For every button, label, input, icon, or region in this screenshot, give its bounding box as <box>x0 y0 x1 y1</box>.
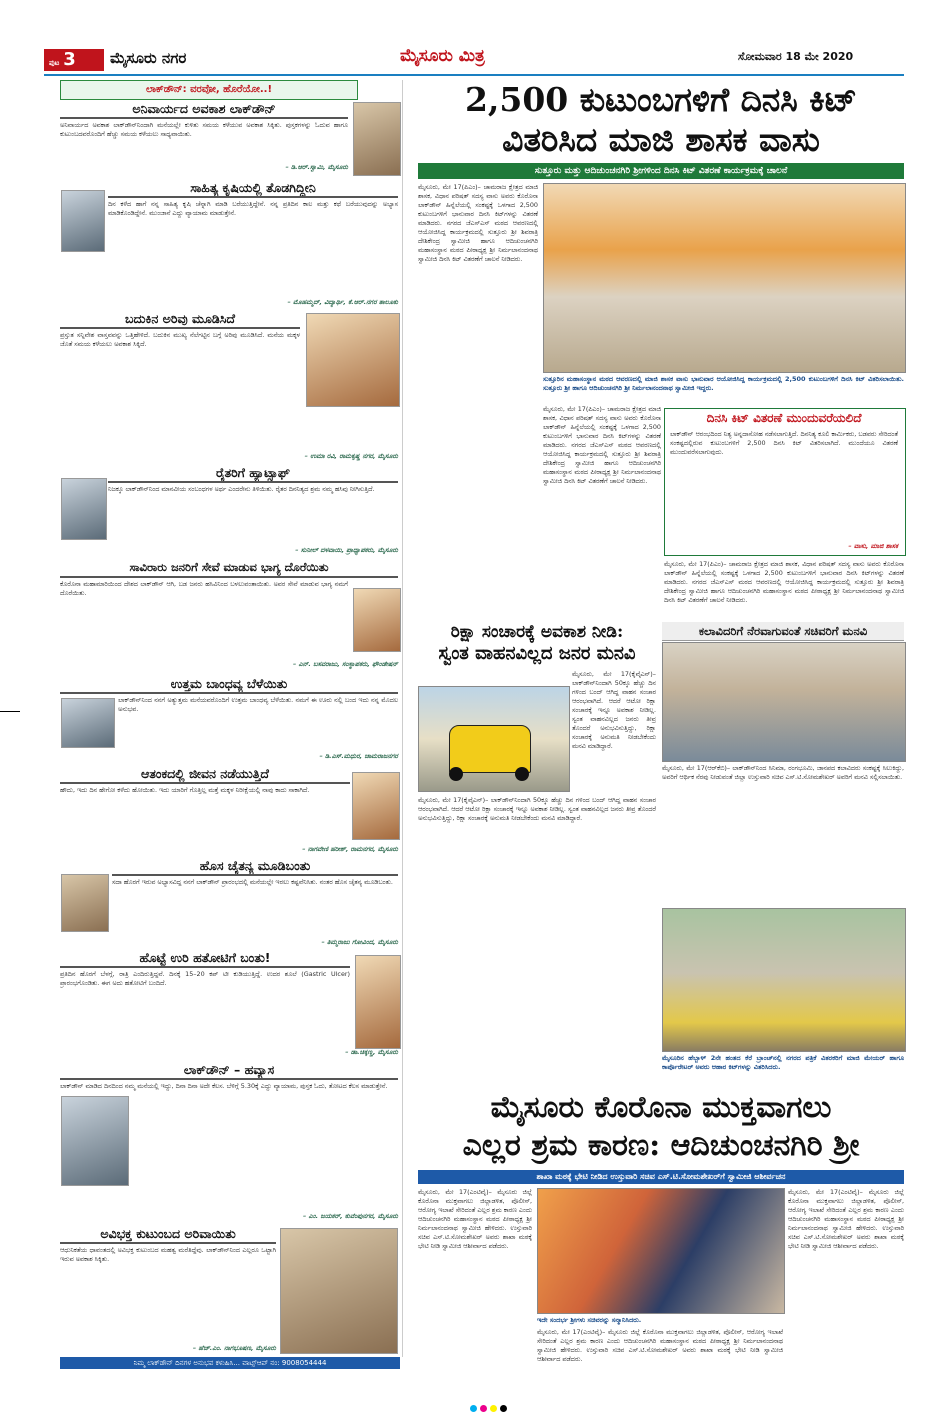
item-body: ಕೊರೊನಾ ಮಹಾಮಾರಿಯಿಂದ ದೇಶದ ಲಾಕ್‌ಡೌನ್ ಆಗಿ, ಬಡ ಜನರು ಹಸಿವಿನಿಂದ ಬಳಲುವಂತಾಯಿತು. ಅವರ ಸೇವೆ ಮಾಡುವ ಭಾಗ್ಯ ನಮಗೆ ದೊರೆಯಿತು. <box>60 580 348 597</box>
item-body: ಪ್ರತಿದಿನ ಹೊರಗೆ ಬೆಳಗ್ಗೆ, ರಾತ್ರಿ ಎಂದಿರುತ್ತಿದ್ದವೆ. ದಿನಕ್ಕೆ 15–20 ಕಪ್ ಟೀ ಕುಡಿಯುತ್ತಿದ್ದೆ. ಉದರ ಶೂಲೆ (Gastric Ulcer) ಪ್ರಾರಂಭಗೊಂಡಿತು. ಈಗ ಅದು ಹತೋಟಿಗೆ ಬಂದಿದೆ. <box>60 970 350 987</box>
title-rule <box>108 481 398 483</box>
masthead-logo: ಮೈಸೂರು ಮಿತ್ರ <box>400 46 485 66</box>
item-byline: – ಹೆಚ್.ಎಂ. ನಾಗಭೂಷಣ, ಮೈಸೂರು <box>192 1344 276 1352</box>
title-rule <box>60 782 350 784</box>
side-box-byline: – ವಾಸು, ಮಾಜಿ ಶಾಸಕ <box>848 542 898 550</box>
main-story-body-col2: ಮೈಸೂರು, ಮೇ 17(ಪಿಎಂ)– ಚಾಮರಾಜ ಕ್ಷೇತ್ರದ ಮಾಜಿ ಶಾಸಕ, ವಿಧಾನ ಪರಿಷತ್ ಸದಸ್ಯ ವಾಸು ಅವರು ಕೊರೊನಾ ಲಾಕ್‌ಡೌನ್ ಹಿನ್ನೆಲೆಯಲ್ಲಿ ಸಂಕಷ್ಟಕ್ಕೆ ಒಳಗಾದ 2,500 ಕುಟುಂಬಗಳಿಗೆ ಭಾನುವಾರ ದಿನಸಿ ಕಿಟ್‌ಗಳನ್ನು ವಿತರಣೆ ಮಾಡಿದರು. ನಗರದ ಜೆಎಸ್‌ಎಸ್ ಮಠದ ಆವರಣದಲ್ಲಿ ಆಯೋಜಿಸಿದ್ದ ಕಾರ್ಯಕ್ರಮದಲ್ಲಿ ಸುತ್ತೂರು ಶ್ರೀ ಶಿವರಾತ್ರಿ ದೇಶಿಕೇಂದ್ರ ಸ್ವಾಮೀಜಿ ಹಾಗೂ ಆದಿಚುಂಚನಗಿರಿ ಮಹಾಸಂಸ್ಥಾನ ಮಠದ ಪೀಠಾಧ್ಯಕ್ಷ ಶ್ರೀ ನಿರ್ಮಲಾನಂದನಾಥ ಸ್ವಾಮೀಜಿ ದಿನಸಿ ಕಿಟ್ ವಿತರಣೆಗೆ ಚಾಲನೆ ನೀಡಿದರು. <box>543 405 661 485</box>
item-body: ಸದಾ ಹೊರಗೆ ಇರುವ ಅಭ್ಯಾಸವಿದ್ದ ನನಗೆ ಲಾಕ್‌ಡೌನ್ ಪ್ರಾರಂಭದಲ್ಲಿ ಮನೆಯಲ್ಲೇ ಇರಲು ಕಷ್ಟವೆನಿಸಿತು. ನಂತರ ಹೊಸ ಚೈತನ್ಯ ಮೂಡಿಬಂತು. <box>112 878 393 886</box>
item-byline: – ಡಿ.ಎಸ್.ಮಧುರ, ಚಾಮರಾಜನಗರ <box>319 752 398 760</box>
bottom-headline-1: ಮೈಸೂರು ಕೊರೊನಾ ಮುಕ್ತವಾಗಲು <box>490 1090 832 1125</box>
item-body: ನಿಜಕ್ಕೂ ಲಾಕ್‌ಡೌನ್‌ನಿಂದ ಮಾನವೀಯ ಸಂಬಂಧಗಳ ಅರ್ಥ ಎಂದರೇನು ತಿಳಿಯಿತು. ರೈತರ ದಿನನಿತ್ಯದ ಶ್ರಮ ನಮ್ಮ ಹಸಿವು ನೀಗಿಸುತ್ತಿದೆ. <box>108 485 375 493</box>
title-rule <box>60 1078 398 1080</box>
side-box-body: ಲಾಕ್‌ಡೌನ್ ಆರಂಭದಿಂದ ನಿತ್ಯ ಅನ್ನದಾಸೋಹ ನಡೆಸಲಾಗುತ್ತಿದೆ. ದಿನನಿತ್ಯ ಕೂಲಿ ಕಾರ್ಮಿಕರು, ಬಡವರು ಸೇರಿದಂತೆ ಸಂಕಷ್ಟದಲ್ಲಿರುವ ಕುಟುಂಬಗಳಿಗೆ 2,500 ದಿನಸಿ ಕಿಟ್ ವಿತರಿಸಲಾಗಿದೆ. ಮುಂದೆಯೂ ವಿತರಣೆ ಮುಂದುವರೆಸಲಾಗುವುದು. <box>670 430 898 456</box>
wheel-icon <box>449 767 463 781</box>
item-title: ಅನಿವಾರ್ಯದ ಅವಕಾಶ ಲಾಕ್‌ಡೌನ್ <box>132 101 276 116</box>
person-photo <box>353 102 401 176</box>
item-byline: – ಮೊಹಮ್ಮದ್, ವಿದ್ಯಾರ್ಥಿ, ಕೆ.ಆರ್.ನಗರ ತಾಲೂಕು <box>287 298 398 306</box>
item-byline: – ತಿಮ್ಮರಾಜು ಗೋವಿಂದ, ಮೈಸೂರು <box>321 938 398 946</box>
person-photo <box>352 772 400 840</box>
bottom-body-col1: ಮೈಸೂರು, ಮೇ 17(ಎಂಟಿವೈ)– ಮೈಸೂರು ಜಿಲ್ಲೆ ಕೊರೊನಾ ಮುಕ್ತವಾಗಲು ಜಿಲ್ಲಾಡಳಿತ, ಪೊಲೀಸ್, ಆರೋಗ್ಯ ಇಲಾಖೆ ಸೇರಿದಂತೆ ಎಲ್ಲರ ಶ್ರಮ ಕಾರಣ ಎಂದು ಆದಿಚುಂಚನಗಿರಿ ಮಹಾಸಂಸ್ಥಾನ ಮಠದ ಪೀಠಾಧ್ಯಕ್ಷ ಶ್ರೀ ನಿರ್ಮಲಾನಂದನಾಥ ಸ್ವಾಮೀಜಿ ಹೇಳಿದರು. ಉಸ್ತುವಾರಿ ಸಚಿವ ಎಸ್.ಟಿ.ಸೋಮಶೇಖರ್ ಅವರು ಶಾಖಾ ಮಠಕ್ಕೆ ಭೇಟಿ ನೀಡಿ ಸ್ವಾಮೀಜಿ ಆಶೀರ್ವಾದ ಪಡೆದರು. <box>418 1188 532 1250</box>
item-title: ರೈತರಿಗೆ ಹ್ಯಾಟ್ಸಾಫ್ <box>216 465 290 480</box>
item-title: ಲಾಕ್‌ಡೌನ್ – ಹವ್ಯಾಸ <box>183 1062 275 1077</box>
person-photo <box>355 955 401 1049</box>
main-subhead: ಸುತ್ತೂರು ಮತ್ತು ಆದಿಚುಂಚನಗಿರಿ ಶ್ರೀಗಳಿಂದ ದಿನಸಿ ಕಿಟ್ ವಿತರಣೆ ಕಾರ್ಯಕ್ರಮಕ್ಕೆ ಚಾಲನೆ <box>418 163 904 179</box>
item-title: ಸಾವಿರಾರು ಜನರಿಗೆ ಸೇವೆ ಮಾಡುವ ಭಾಗ್ಯ ದೊರೆಯಿತು <box>129 560 329 574</box>
left-banner: ಲಾಕ್‌ಡೌನ್: ವರವೋ, ಹೊರೆಯೋ..! <box>60 80 358 100</box>
vendors-photo-caption: ಮೈಸೂರಿನ ಹೆಬ್ಬಾಳ್ 2ನೇ ಹಂತದ ಕೆರೆ ಬ್ರಾಂಚ್‌ನಲ್ಲಿ ನಗರದ ಪತ್ರಿಕೆ ವಿತರಕರಿಗೆ ಮಾಜಿ ಮೇಯರ್ ಹಾಗೂ ಕಾರ್ಪೊರೇಟರ್ ಅವರು ಆಹಾರ ಕಿಟ್‌ಗಳನ್ನು ವಿತರಿಸಿದರು. <box>662 1054 904 1071</box>
item-title: ಬದುಕಿನ ಅರಿವು ಮೂಡಿಸಿದೆ <box>125 311 235 326</box>
page-number: 3 <box>63 49 76 70</box>
person-photo <box>61 698 115 748</box>
item-byline: – ಡಾ.ಚಿಕ್ಕಣ್ಣ, ಮೈಸೂರು <box>345 1048 398 1056</box>
item-byline: – ಡಿ.ಆರ್.ಸ್ವಾಮಿ, ಮೈಸೂರು <box>285 163 348 171</box>
item-body: ಪ್ರಸ್ತುತ ಸನ್ನಿವೇಶ ವಾಸ್ತವವನ್ನು ಒತ್ತಿಹೇಳಿದೆ. ಬದುಕಿನ ಮುಖ್ಯ ನೆಲೆಗಟ್ಟಿನ ಬಗ್ಗೆ ಅರಿವು ಮೂಡಿಸಿದೆ. ಮನೆಯ ಮಕ್ಕಳ ಜೊತೆ ಸಮಯ ಕಳೆಯಲು ಅವಕಾಶ ಸಿಕ್ಕಿದೆ. <box>60 331 300 348</box>
story3-body: ಮೈಸೂರು, ಮೇ 17(ಆರ್‌ಕೆಬಿ)– ಲಾಕ್‌ಡೌನ್‌ನಿಂದ ಸಿನಿಮಾ, ರಂಗಭೂಮಿ, ಜಾನಪದ ಕಲಾವಿದರು ಸಂಕಷ್ಟಕ್ಕೆ ಸಿಲುಕಿದ್ದು, ಅವರಿಗೆ ಆರ್ಥಿಕ ನೆರವು ನೀಡುವಂತೆ ಜಿಲ್ಲಾ ಉಸ್ತುವಾರಿ ಸಚಿವ ಎಸ್.ಟಿ.ಸೋಮಶೇಖರ್ ಅವರಿಗೆ ಮನವಿ ಸಲ್ಲಿಸಲಾಯಿತು. <box>662 764 904 781</box>
story2-headline-1: ರಿಕ್ಷಾ ಸಂಚಾರಕ್ಕೆ ಅವಕಾಶ ನೀಡಿ: <box>450 622 624 642</box>
main-photo-caption: ಸುತ್ತೂರಿನ ಮಹಾಸಂಸ್ಥಾನ ಮಠದ ಆವರಣದಲ್ಲಿ ಮಾಜಿ ಶಾಸಕ ವಾಸು ಭಾನುವಾರ ಆಯೋಜಿಸಿದ್ದ ಕಾರ್ಯಕ್ರಮದಲ್ಲಿ 2,500 ಕುಟುಂಬಗಳಿಗೆ ದಿನಸಿ ಕಿಟ್ ವಿತರಿಸಲಾಯಿತು. ಸುತ್ತೂರು ಶ್ರೀ ಹಾಗೂ ಆದಿಚುಂಚನಗಿರಿ ಶ್ರೀ ನಿರ್ಮಲಾನಂದನಾಥ ಸ್ವಾಮೀಜಿ ಇದ್ದರು. <box>543 375 904 392</box>
story2-body-b: ಮೈಸೂರು, ಮೇ 17(ಕೈವೈಎನ್)– ಲಾಕ್‌ಡೌನ್‌ನಿಂದಾಗಿ 50ಕ್ಕೂ ಹೆಚ್ಚು ದಿನ ಗಳಿಂದ ಬಂದ್ ಆಗಿದ್ದ ವಾಹನ ಸಂಚಾರ ಆರಂಭವಾಗಿದೆ. ಆದರೆ ಆಟೋ ರಿಕ್ಷಾ ಸಂಚಾರಕ್ಕೆ ಇನ್ನೂ ಅವಕಾಶ ನೀಡಿಲ್ಲ. ಸ್ವಂತ ವಾಹನವಿಲ್ಲದ ಜನರು ತೀವ್ರ ತೊಂದರೆ ಅನುಭವಿಸುತ್ತಿದ್ದು, ರಿಕ್ಷಾ ಸಂಚಾರಕ್ಕೆ ಅನುಮತಿ ನೀಡಬೇಕೆಂದು ಮನವಿ ಮಾಡಿದ್ದಾರೆ. <box>418 796 656 822</box>
person-photo <box>280 1228 398 1354</box>
bottom-body-col3: ಮೈಸೂರು, ಮೇ 17(ಎಂಟಿವೈ)– ಮೈಸೂರು ಜಿಲ್ಲೆ ಕೊರೊನಾ ಮುಕ್ತವಾಗಲು ಜಿಲ್ಲಾಡಳಿತ, ಪೊಲೀಸ್, ಆರೋಗ್ಯ ಇಲಾಖೆ ಸೇರಿದಂತೆ ಎಲ್ಲರ ಶ್ರಮ ಕಾರಣ ಎಂದು ಆದಿಚುಂಚನಗಿರಿ ಮಹಾಸಂಸ್ಥಾನ ಮಠದ ಪೀಠಾಧ್ಯಕ್ಷ ಶ್ರೀ ನಿರ್ಮಲಾನಂದನಾಥ ಸ್ವಾಮೀಜಿ ಹೇಳಿದರು. ಉಸ್ತುವಾರಿ ಸಚಿವ ಎಸ್.ಟಿ.ಸೋಮಶೇಖರ್ ಅವರು ಶಾಖಾ ಮಠಕ್ಕೆ ಭೇಟಿ ನೀಡಿ ಸ್ವಾಮೀಜಿ ಆಶೀರ್ವಾದ ಪಡೆದರು. <box>788 1188 904 1250</box>
item-byline: – ನಾಗವೇಣಿ ಹರೀಶ್, ರಾಮನಗರ, ಮೈಸೂರು <box>302 845 398 853</box>
title-rule <box>60 1242 276 1244</box>
title-rule <box>112 874 398 876</box>
bottom-photo <box>537 1188 785 1314</box>
title-rule <box>60 576 398 578</box>
item-title: ಆತಂಕದಲ್ಲಿ ಜೀವನ ನಡೆಯುತ್ತಿದೆ <box>141 766 269 781</box>
person-photo <box>61 1096 129 1186</box>
title-rule <box>60 117 348 119</box>
item-title: ಉತ್ತಮ ಬಾಂಧವ್ಯ ಬೆಳೆಯಿತು <box>170 676 288 691</box>
bottom-body-col2: ಮೈಸೂರು, ಮೇ 17(ಎಂಟಿವೈ)– ಮೈಸೂರು ಜಿಲ್ಲೆ ಕೊರೊನಾ ಮುಕ್ತವಾಗಲು ಜಿಲ್ಲಾಡಳಿತ, ಪೊಲೀಸ್, ಆರೋಗ್ಯ ಇಲಾಖೆ ಸೇರಿದಂತೆ ಎಲ್ಲರ ಶ್ರಮ ಕಾರಣ ಎಂದು ಆದಿಚುಂಚನಗಿರಿ ಮಹಾಸಂಸ್ಥಾನ ಮಠದ ಪೀಠಾಧ್ಯಕ್ಷ ಶ್ರೀ ನಿರ್ಮಲಾನಂದನಾಥ ಸ್ವಾಮೀಜಿ ಹೇಳಿದರು. ಉಸ್ತುವಾರಿ ಸಚಿವ ಎಸ್.ಟಿ.ಸೋಮಶೇಖರ್ ಅವರು ಶಾಖಾ ಮಠಕ್ಕೆ ಭೇಟಿ ನೀಡಿ ಸ್ವಾಮೀಜಿ ಆಶೀರ್ವಾದ ಪಡೆದರು. <box>537 1328 783 1363</box>
item-title: ಹೊಟ್ಟೆ ಉರಿ ಹತೋಟಿಗೆ ಬಂತು! <box>139 950 271 965</box>
person-photo <box>353 588 401 652</box>
title-rule <box>60 692 398 694</box>
crop-mark <box>0 711 20 712</box>
issue-date: ಸೋಮವಾರ 18 ಮೇ 2020 <box>738 50 854 63</box>
page-label: ಪುಟ <box>49 59 60 67</box>
rickshaw-icon <box>449 725 531 773</box>
bottom-photo-caption: ಇದೇ ಸಂದರ್ಭ ಶ್ರೀಗಳು ಸಚಿವರನ್ನು ಸನ್ಮಾನಿಸಿದರು. <box>537 1316 642 1324</box>
item-byline: – ಉಮಾ ರವಿ, ರಾಮಕೃಷ್ಣ ನಗರ, ಮೈಸೂರು <box>304 452 398 460</box>
person-photo <box>61 478 107 540</box>
side-box-title: ದಿನಸಿ ಕಿಟ್ ವಿತರಣೆ ಮುಂದುವರೆಯಲಿದೆ <box>706 411 862 425</box>
artists-photo <box>662 642 906 762</box>
main-story-body-col3: ಮೈಸೂರು, ಮೇ 17(ಪಿಎಂ)– ಚಾಮರಾಜ ಕ್ಷೇತ್ರದ ಮಾಜಿ ಶಾಸಕ, ವಿಧಾನ ಪರಿಷತ್ ಸದಸ್ಯ ವಾಸು ಅವರು ಕೊರೊನಾ ಲಾಕ್‌ಡೌನ್ ಹಿನ್ನೆಲೆಯಲ್ಲಿ ಸಂಕಷ್ಟಕ್ಕೆ ಒಳಗಾದ 2,500 ಕುಟುಂಬಗಳಿಗೆ ಭಾನುವಾರ ದಿನಸಿ ಕಿಟ್‌ಗಳನ್ನು ವಿತರಣೆ ಮಾಡಿದರು. ನಗರದ ಜೆಎಸ್‌ಎಸ್ ಮಠದ ಆವರಣದಲ್ಲಿ ಆಯೋಜಿಸಿದ್ದ ಕಾರ್ಯಕ್ರಮದಲ್ಲಿ ಸುತ್ತೂರು ಶ್ರೀ ಶಿವರಾತ್ರಿ ದೇಶಿಕೇಂದ್ರ ಸ್ವಾಮೀಜಿ ಹಾಗೂ ಆದಿಚುಂಚನಗಿರಿ ಮಹಾಸಂಸ್ಥಾನ ಮಠದ ಪೀಠಾಧ್ಯಕ್ಷ ಶ್ರೀ ನಿರ್ಮಲಾನಂದನಾಥ ಸ್ವಾಮೀಜಿ ದಿನಸಿ ಕಿಟ್ ವಿತರಣೆಗೆ ಚಾಲನೆ ನೀಡಿದರು. <box>664 560 904 604</box>
item-byline: – ಎಂ. ಜಯಕರ್, ಕುವೆಂಪುನಗರ, ಮೈಸೂರು <box>303 1212 398 1220</box>
item-body: ಲಾಕ್‌ಡೌನ್‌ನಿಂದ ನನಗೆ ಅತ್ಯುತ್ತಮ ಮನೆಯವರೊಂದಿಗೆ ಉತ್ತಮ ಬಾಂಧವ್ಯ ಬೆಳೆಯಿತು. ನಮಗೆ ಈ ಊರು ನಲ್ಲಿ ಬಂದ ಇದು ನನ್ನ ಮೊದಲ ಅನುಭವ. <box>118 696 398 713</box>
item-body: ಲಾಕ್‌ಡೌನ್ ಮಾಡಿದ ದಿನದಿಂದ ನಮ್ಮ ಮನೆಯಲ್ಲಿ ಇದ್ದು, ದಿನಾ ದಿನಾ ಅದೇ ಕೆಲಸ. ಬೆಳಿಗ್ಗೆ 5.30ಕ್ಕೆ ಎದ್ದು ವ್ಯಾಯಾಮ, ಪುಸ್ತಕ ಓದು, ತೋಟದ ಕೆಲಸ ಮಾಡುತ್ತೇನೆ. <box>60 1082 388 1090</box>
title-rule <box>108 196 398 198</box>
person-photo <box>61 190 105 252</box>
person-photo <box>61 874 109 932</box>
item-body: ಆಧುನಿಕತೆಯ ಧಾವಂತದಲ್ಲಿ ಅವಿಭಕ್ತ ಕುಟುಂಬದ ಮಹತ್ವ ಮರೆತಿದ್ದೆವು. ಲಾಕ್‌ಡೌನ್‌ನಿಂದ ಎಲ್ಲರೂ ಒಟ್ಟಾಗಿ ಇರುವ ಅವಕಾಶ ಸಿಕ್ಕಿತು. <box>60 1246 276 1263</box>
main-headline: 2,500 ಕುಟುಂಬಗಳಿಗೆ ದಿನಸಿ ಕಿಟ್ ವಿತರಿಸಿದ ಮಾಜಿ ಶಾಸಕ ವಾಸು <box>464 80 858 159</box>
title-rule <box>60 327 300 329</box>
item-title: ಸಾಹಿತ್ಯ ಕೃಷಿಯಲ್ಲಿ ತೊಡಗಿದ್ದೀನಿ <box>190 180 316 195</box>
wheel-icon <box>515 767 529 781</box>
registration-mark <box>500 1405 507 1412</box>
section-title: ಮೈಸೂರು ನಗರ <box>110 49 187 67</box>
main-story-body-col1: ಮೈಸೂರು, ಮೇ 17(ಪಿಎಂ)– ಚಾಮರಾಜ ಕ್ಷೇತ್ರದ ಮಾಜಿ ಶಾಸಕ, ವಿಧಾನ ಪರಿಷತ್ ಸದಸ್ಯ ವಾಸು ಅವರು ಕೊರೊನಾ ಲಾಕ್‌ಡೌನ್ ಹಿನ್ನೆಲೆಯಲ್ಲಿ ಸಂಕಷ್ಟಕ್ಕೆ ಒಳಗಾದ 2,500 ಕುಟುಂಬಗಳಿಗೆ ಭಾನುವಾರ ದಿನಸಿ ಕಿಟ್‌ಗಳನ್ನು ವಿತರಣೆ ಮಾಡಿದರು. ನಗರದ ಜೆಎಸ್‌ಎಸ್ ಮಠದ ಆವರಣದಲ್ಲಿ ಆಯೋಜಿಸಿದ್ದ ಕಾರ್ಯಕ್ರಮದಲ್ಲಿ ಸುತ್ತೂರು ಶ್ರೀ ಶಿವರಾತ್ರಿ ದೇಶಿಕೇಂದ್ರ ಸ್ವಾಮೀಜಿ ಹಾಗೂ ಆದಿಚುಂಚನಗಿರಿ ಮಹಾಸಂಸ್ಥಾನ ಮಠದ ಪೀಠಾಧ್ಯಕ್ಷ ಶ್ರೀ ನಿರ್ಮಲಾನಂದನಾಥ ಸ್ವಾಮೀಜಿ ದಿನಸಿ ಕಿಟ್ ವಿತರಣೆಗೆ ಚಾಲನೆ ನೀಡಿದರು. <box>418 183 538 263</box>
rickshaw-photo <box>418 686 570 792</box>
story2-headline-2: ಸ್ವಂತ ವಾಹನವಿಲ್ಲದ ಜನರ ಮನವಿ <box>438 643 636 664</box>
item-body: ಅನಿವಾರ್ಯದ ಅವಕಾಶ ಲಾಕ್‌ಡೌನ್‌ನಿಂದಾಗಿ ಮನೆಯಲ್ಲೇ ಕುಳಿತು ಸಮಯ ಕಳೆಯುವ ಅವಕಾಶ ಸಿಕ್ಕಿತು. ಪುಸ್ತಕಗಳನ್ನು ಓದುವ ಹಾಗೂ ಕುಟುಂಬದವರೊಂದಿಗೆ ಹೆಚ್ಚು ಸಮಯ ಕಳೆಯಲು ಸಾಧ್ಯವಾಯಿತು. <box>60 121 348 138</box>
item-byline: – ಎನ್. ಬಸವರಾಜು, ಸಂಸ್ಥಾಪಕರು, ಫೌಂಡೇಷನ್ <box>292 660 398 668</box>
bottom-subhead: ಶಾಖಾ ಮಠಕ್ಕೆ ಭೇಟಿ ನೀಡಿದ ಉಸ್ತುವಾರಿ ಸಚಿವ ಎಸ್.ಟಿ.ಸೋಮಶೇಖರ್‌ಗೆ ಸ್ವಾಮೀಜಿ ಆಶೀರ್ವಚನ <box>418 1170 904 1184</box>
title-rule <box>60 966 350 968</box>
page-number-box <box>44 49 104 71</box>
footer-bar: ನಿಮ್ಮ ಲಾಕ್‌ಡೌನ್ ದಿನಗಳ ಅನುಭವ ಕಳುಹಿಸಿ... ವಾಟ್ಸ್‌ಆಪ್ ನಂ: 9008054444 <box>60 1357 400 1369</box>
family-photo <box>306 313 400 407</box>
registration-mark <box>490 1405 497 1412</box>
bottom-headline-2: ಎಲ್ಲರ ಶ್ರಮ ಕಾರಣ: ಆದಿಚುಂಚನಗಿರಿ ಶ್ರೀ <box>462 1128 860 1163</box>
item-byline: – ಸುನೀಲ್ ದಳವಾಯಿ, ಪ್ರಾಧ್ಯಾಪಕರು, ಮೈಸೂರು <box>295 546 398 554</box>
story2-body-a: ಮೈಸೂರು, ಮೇ 17(ಕೈವೈಎನ್)– ಲಾಕ್‌ಡೌನ್‌ನಿಂದಾಗಿ 50ಕ್ಕೂ ಹೆಚ್ಚು ದಿನ ಗಳಿಂದ ಬಂದ್ ಆಗಿದ್ದ ವಾಹನ ಸಂಚಾರ ಆರಂಭವಾಗಿದೆ. ಆದರೆ ಆಟೋ ರಿಕ್ಷಾ ಸಂಚಾರಕ್ಕೆ ಇನ್ನೂ ಅವಕಾಶ ನೀಡಿಲ್ಲ. ಸ್ವಂತ ವಾಹನವಿಲ್ಲದ ಜನರು ತೀವ್ರ ತೊಂದರೆ ಅನುಭವಿಸುತ್ತಿದ್ದು, ರಿಕ್ಷಾ ಸಂಚಾರಕ್ಕೆ ಅನುಮತಿ ನೀಡಬೇಕೆಂದು ಮನವಿ ಮಾಡಿದ್ದಾರೆ. <box>572 670 656 750</box>
registration-mark <box>470 1405 477 1412</box>
item-body: ದಿನ ಕಳೆದ ಹಾಗೆ ನನ್ನ ಸಾಹಿತ್ಯ ಕೃಷಿ ಚೆನ್ನಾಗಿ ಮಾಡಿ ಬರೆಯುತ್ತಿದ್ದೇನೆ. ನನ್ನ ಪ್ರತಿದಿನ ಕಾಲ ಮತ್ತು ಕಥೆ ಬರೆಯುವುದನ್ನು ಅಭ್ಯಾಸ ಮಾಡಿಕೊಂಡಿದ್ದೇನೆ. ಮುಂಜಾನೆ ಎದ್ದು ವ್ಯಾಯಾಮ ಮಾಡುತ್ತೇನೆ. <box>108 200 398 217</box>
story3-headline: ಕಲಾವಿದರಿಗೆ ನೆರವಾಗುವಂತೆ ಸಚಿವರಿಗೆ ಮನವಿ <box>662 622 904 641</box>
main-photo <box>543 183 906 373</box>
item-body: ಹೌದು, ಇದು ದಿನ ಹೇಗೋ ಕಳೆದು ಹೋಯಿತು. ಇದು ಯಾರಿಗೆ ಗೊತ್ತಿಲ್ಲ ಮತ್ತೆ ಮಕ್ಕಳ ನಿರೀಕ್ಷೆಯಲ್ಲಿ ನಾವು ಕಾದು ಸಾಕಾಗಿದೆ. <box>60 786 310 794</box>
vendors-photo <box>662 908 906 1052</box>
item-title: ಅವಿಭಕ್ತ ಕುಟುಂಬದ ಅರಿವಾಯಿತು <box>100 1226 236 1241</box>
item-title: ಹೊಸ ಚೈತನ್ಯ ಮೂಡಿಬಂತು <box>199 858 311 873</box>
registration-mark <box>480 1405 487 1412</box>
